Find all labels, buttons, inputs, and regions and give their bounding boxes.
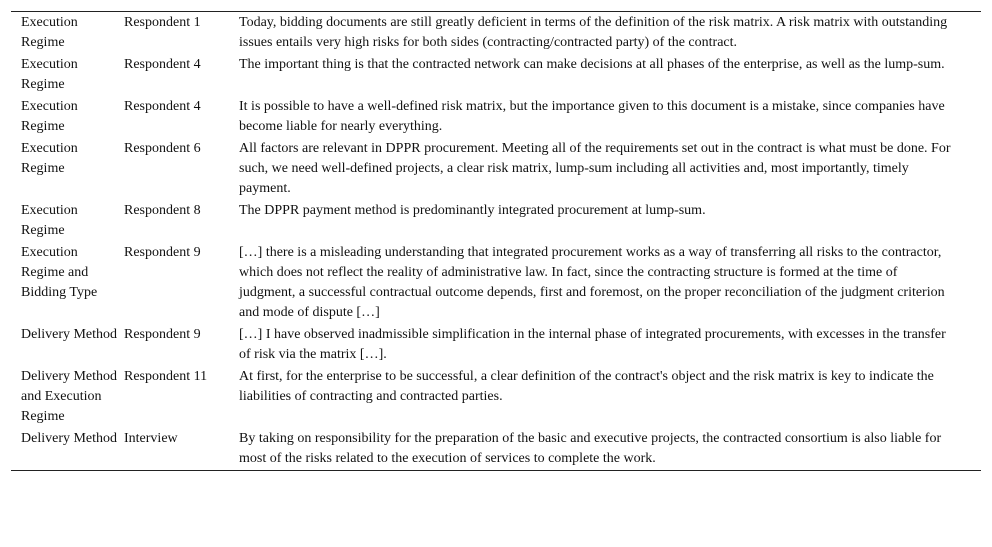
quote-cell: All factors are relevant in DPPR procurement. Meeting all of the requirements set out in the contract is what must be done. For such, we need well-defined projects, a clear risk matrix, lump-sum including all activities and, most importantly, timely payment. [239, 141, 951, 196]
quote-cell: […] there is a misleading understanding that integrated procurement works as a way of transferring all risks to the contractor, which does not reflect the reality of administrative law. In fact, since the contracting structure is formed at the time of judgment, a successful contractual outcome depends, first and foremost, on the proper reconciliation of the judgment criterion and mode of dispute […] [239, 245, 945, 320]
source-cell: Respondent 9 [124, 327, 201, 342]
quote-cell: By taking on responsibility for the preparation of the basic and executive projects, the contracted consortium is also liable for most of the risks related to the execution of services to complete the work. [239, 431, 942, 466]
source-cell: Respondent 11 [124, 369, 208, 384]
category-cell: Execution Regime [21, 203, 78, 238]
quotes-table-body [11, 12, 981, 470]
table-row [11, 428, 981, 470]
table-row [11, 96, 981, 138]
quote-cell: The DPPR payment method is predominantly integrated procurement at lump-sum. [239, 203, 706, 218]
quote-cell: It is possible to have a well-defined risk matrix, but the importance given to this document is a mistake, since companies have become liable for nearly everything. [239, 99, 945, 134]
table-row [11, 324, 981, 366]
quote-cell: The important thing is that the contracted network can make decisions at all phases of the enterprise, as well as the lump-sum. [239, 57, 945, 72]
category-cell: Delivery Method and Execution Regime [21, 369, 118, 424]
category-cell: Delivery Method [21, 327, 118, 342]
quotes-table [11, 12, 981, 470]
quotes-table-container [11, 11, 981, 471]
quote-cell: Today, bidding documents are still greatly deficient in terms of the definition of the risk matrix. A risk matrix with outstanding issues entails very high risks for both sides (contracting/contracted party) of the contract. [239, 15, 948, 50]
table-row [11, 138, 981, 200]
source-cell: Respondent 6 [124, 141, 201, 156]
table-row [11, 12, 981, 54]
quote-cell: […] I have observed inadmissible simplification in the internal phase of integrated procurements, with excesses in the transfer of risk via the matrix […]. [239, 327, 946, 362]
source-cell: Respondent 4 [124, 57, 201, 72]
quote-cell: At first, for the enterprise to be successful, a clear definition of the contract's object and the risk matrix is key to indicate the liabilities of contracting and contracted parties. [239, 369, 934, 404]
category-cell: Execution Regime [21, 57, 78, 92]
category-cell: Execution Regime [21, 99, 78, 134]
category-cell: Execution Regime [21, 141, 78, 176]
category-cell: Delivery Method [21, 431, 118, 446]
category-cell: Execution Regime and Bidding Type [21, 245, 98, 300]
source-cell: Respondent 4 [124, 99, 201, 114]
table-row [11, 54, 981, 96]
source-cell: Respondent 9 [124, 245, 201, 260]
table-row [11, 242, 981, 324]
table-row [11, 200, 981, 242]
source-cell: Interview [124, 431, 178, 446]
source-cell: Respondent 1 [124, 15, 201, 30]
table-row [11, 366, 981, 428]
category-cell: Execution Regime [21, 15, 78, 50]
source-cell: Respondent 8 [124, 203, 201, 218]
